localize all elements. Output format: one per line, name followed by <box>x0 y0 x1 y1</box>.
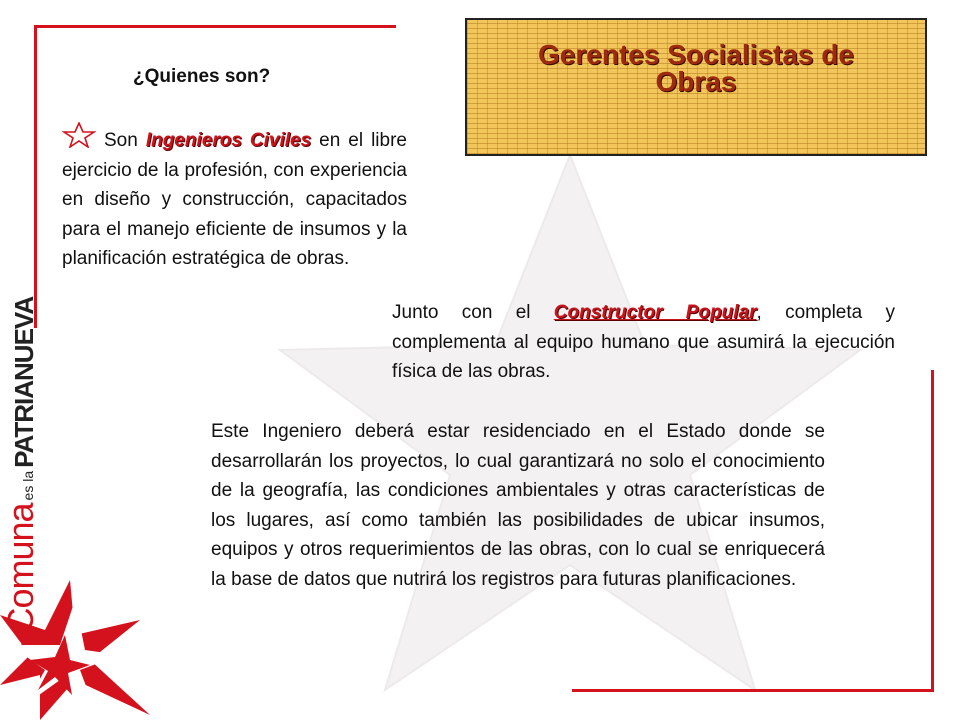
logo-patria-nueva: PATRIANUEVA <box>9 296 39 468</box>
red-star-splash <box>0 575 150 720</box>
star-outline-icon <box>62 122 96 148</box>
left-paragraph-prefix: Son <box>104 130 146 151</box>
middle-paragraph <box>392 298 895 387</box>
section-heading: ¿Quienes son? <box>133 66 271 87</box>
bottom-paragraph: Este Ingeniero deberá estar residenciado en el Estado donde se desarrollarán los proyectos, lo cual garantizará no solo el conocimiento de la geografía, las condiciones ambientales y otras características de los lugares, así como también las posibilidades de ubicar insumos, equipos y otros requerimientos de las obras, con lo cual se enriquecerá la base de datos que nutrirá los registros para futuras planificaciones. <box>211 421 825 590</box>
middle-paragraph-suffix: , completa y complementa al equipo humano que asumirá la ejecución física de las obras. <box>392 302 895 382</box>
slide-title: Gerentes Socialistas de Obras <box>538 39 854 97</box>
red-frame-left <box>34 25 37 328</box>
red-frame-top <box>34 25 396 28</box>
left-paragraph <box>62 122 407 274</box>
ingenieros-civiles-emphasis: Ingenieros Civiles <box>145 130 312 151</box>
constructor-popular-emphasis: Constructor Popular <box>553 302 757 323</box>
red-frame-bottom <box>572 689 934 692</box>
logo-es-la: es la <box>20 470 36 501</box>
left-paragraph-suffix: en el libre ejercicio de la profesión, con experiencia en diseño y construcción, capacitados para el manejo eficiente de insumos y la planificación estratégica de obras. <box>62 130 407 269</box>
middle-paragraph-prefix: Junto con el <box>392 302 554 323</box>
logo-comuna: Comuna <box>0 503 41 634</box>
title-box <box>465 18 927 156</box>
red-frame-right <box>931 370 934 692</box>
